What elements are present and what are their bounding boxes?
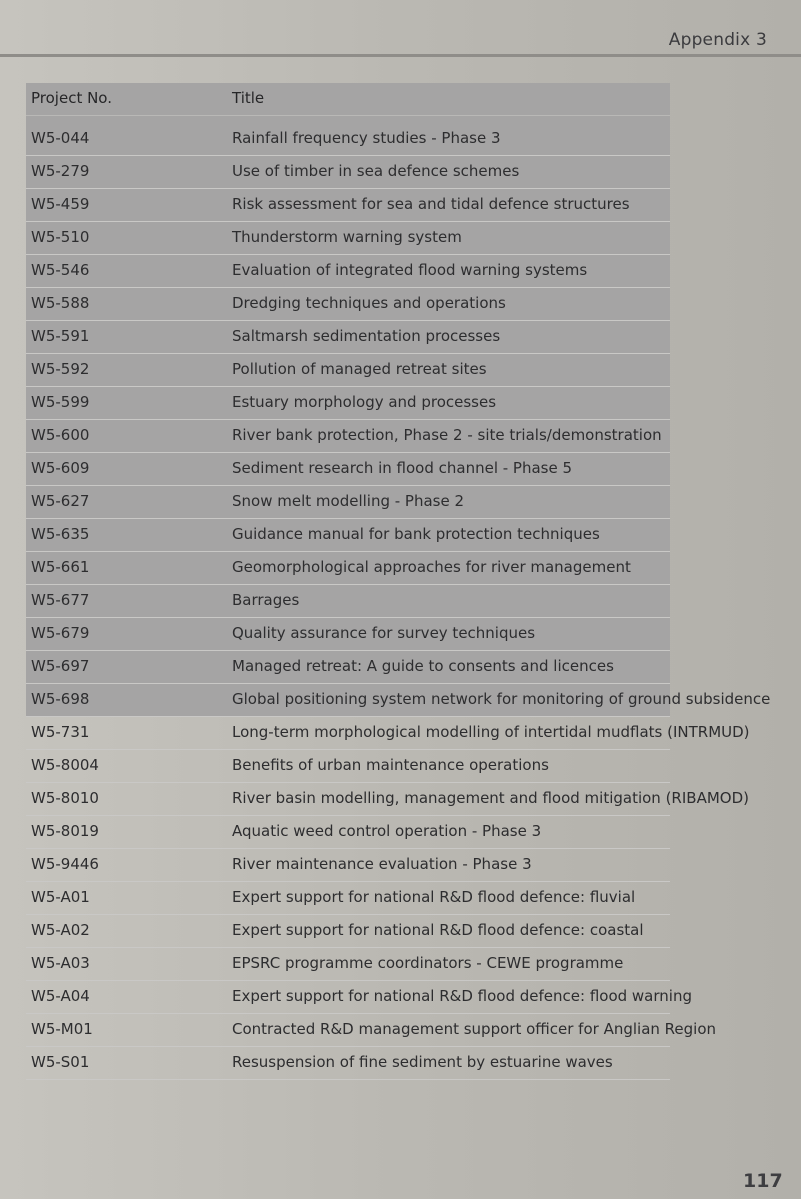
project-number-cell: W5-591: [31, 327, 90, 345]
project-number-cell: W5-697: [31, 657, 90, 675]
project-number-cell: W5-8010: [31, 789, 99, 807]
project-title-cell: Pollution of managed retreat sites: [232, 360, 487, 378]
table-row: [26, 585, 670, 618]
project-number-cell: W5-677: [31, 591, 90, 609]
table-row: [26, 552, 670, 585]
project-number-cell: W5-698: [31, 690, 90, 708]
project-title-cell: River basin modelling, management and flood mitigation (RIBAMOD): [232, 789, 749, 807]
table-row: [26, 750, 670, 783]
table-row: [26, 453, 670, 486]
project-title-cell: Estuary morphology and processes: [232, 393, 497, 411]
table-row: [26, 1014, 717, 1047]
project-number-cell: W5-M01: [31, 1020, 93, 1038]
project-number-cell: W5-A02: [31, 921, 90, 939]
project-number-cell: W5-627: [31, 492, 90, 510]
project-number-cell: W5-635: [31, 525, 90, 543]
project-number-cell: W5-8004: [31, 756, 99, 774]
project-title-cell: Snow melt modelling - Phase 2: [232, 492, 465, 510]
project-title-cell: Expert support for national R&D flood defence: flood warning: [232, 987, 692, 1005]
table-row: [26, 486, 670, 519]
project-title-cell: Contracted R&D management support officer for Anglian Region: [232, 1020, 717, 1038]
project-title-cell: Expert support for national R&D flood defence: fluvial: [232, 888, 636, 906]
project-title-cell: Benefits of urban maintenance operations: [232, 756, 549, 774]
table-row: [26, 519, 670, 552]
table-row: [26, 354, 670, 387]
project-title-cell: Resuspension of fine sediment by estuarine waves: [232, 1053, 613, 1071]
project-number-cell: W5-8019: [31, 822, 99, 840]
page-number: 117: [743, 1170, 783, 1192]
project-title-cell: Risk assessment for sea and tidal defence structures: [232, 195, 630, 213]
table-row: [26, 684, 771, 717]
table-row: [26, 948, 670, 981]
project-number-cell: W5-592: [31, 360, 90, 378]
project-title-cell: EPSRC programme coordinators - CEWE programme: [232, 954, 624, 972]
project-number-cell: W5-A04: [31, 987, 90, 1005]
project-title-cell: Quality assurance for survey techniques: [232, 624, 536, 642]
project-number-cell: W5-279: [31, 162, 90, 180]
projects-table: [26, 83, 771, 1071]
project-title-cell: Aquatic weed control operation - Phase 3: [232, 822, 542, 840]
project-title-cell: Saltmarsh sedimentation processes: [232, 327, 501, 345]
project-title-cell: Use of timber in sea defence schemes: [232, 162, 520, 180]
project-number-cell: W5-9446: [31, 855, 99, 873]
project-number-cell: W5-661: [31, 558, 90, 576]
table-row: [26, 783, 749, 816]
header-rule: [0, 54, 801, 57]
project-number-cell: W5-459: [31, 195, 90, 213]
table-row: [26, 882, 670, 915]
project-title-cell: Guidance manual for bank protection techniques: [232, 525, 600, 543]
project-number-cell: W5-731: [31, 723, 90, 741]
project-title-cell: River maintenance evaluation - Phase 3: [232, 855, 532, 873]
project-title-cell: Global positioning system network for monitoring of ground subsidence: [232, 690, 771, 708]
table-row: [26, 255, 670, 288]
project-number-cell: W5-609: [31, 459, 90, 477]
project-title-cell: Dredging techniques and operations: [232, 294, 506, 312]
table-row: [26, 651, 670, 684]
table-row: [26, 222, 670, 255]
project-title-cell: River bank protection, Phase 2 - site trials/demonstration: [232, 426, 662, 444]
column-header-title: Title: [232, 89, 265, 107]
table-row: [26, 816, 670, 849]
project-title-cell: Geomorphological approaches for river management: [232, 558, 631, 576]
table-row: [26, 618, 670, 651]
table-header-row: [26, 83, 670, 116]
project-number-cell: W5-S01: [31, 1053, 90, 1071]
project-number-cell: W5-600: [31, 426, 90, 444]
table-row: [26, 1047, 670, 1080]
project-title-cell: Thunderstorm warning system: [232, 228, 462, 246]
column-header-project-no: Project No.: [31, 89, 112, 107]
project-title-cell: Long-term morphological modelling of intertidal mudflats (INTRMUD): [232, 723, 750, 741]
project-number-cell: W5-588: [31, 294, 90, 312]
project-title-cell: Evaluation of integrated flood warning systems: [232, 261, 588, 279]
project-number-cell: W5-510: [31, 228, 90, 246]
table-row: [26, 849, 670, 882]
project-number-cell: W5-679: [31, 624, 90, 642]
project-number-cell: W5-A03: [31, 954, 90, 972]
project-title-cell: Barrages: [232, 591, 300, 609]
table-row: [26, 288, 670, 321]
running-header: Appendix 3: [668, 30, 767, 50]
project-number-cell: W5-A01: [31, 888, 90, 906]
project-title-cell: Managed retreat: A guide to consents and licences: [232, 657, 614, 675]
table-row: [26, 981, 692, 1014]
table-row: [26, 717, 750, 750]
table-row: [26, 915, 670, 948]
table-row: [26, 321, 670, 354]
table-row: [26, 387, 670, 420]
project-number-cell: W5-546: [31, 261, 90, 279]
project-title-cell: Rainfall frequency studies - Phase 3: [232, 129, 501, 147]
project-title-cell: Expert support for national R&D flood defence: coastal: [232, 921, 644, 939]
project-number-cell: W5-044: [31, 129, 90, 147]
table-row: [26, 156, 670, 189]
project-number-cell: W5-599: [31, 393, 90, 411]
table-row: [26, 189, 670, 222]
project-title-cell: Sediment research in flood channel - Phase 5: [232, 459, 573, 477]
table-row: [26, 420, 670, 453]
table-row: [26, 123, 670, 156]
